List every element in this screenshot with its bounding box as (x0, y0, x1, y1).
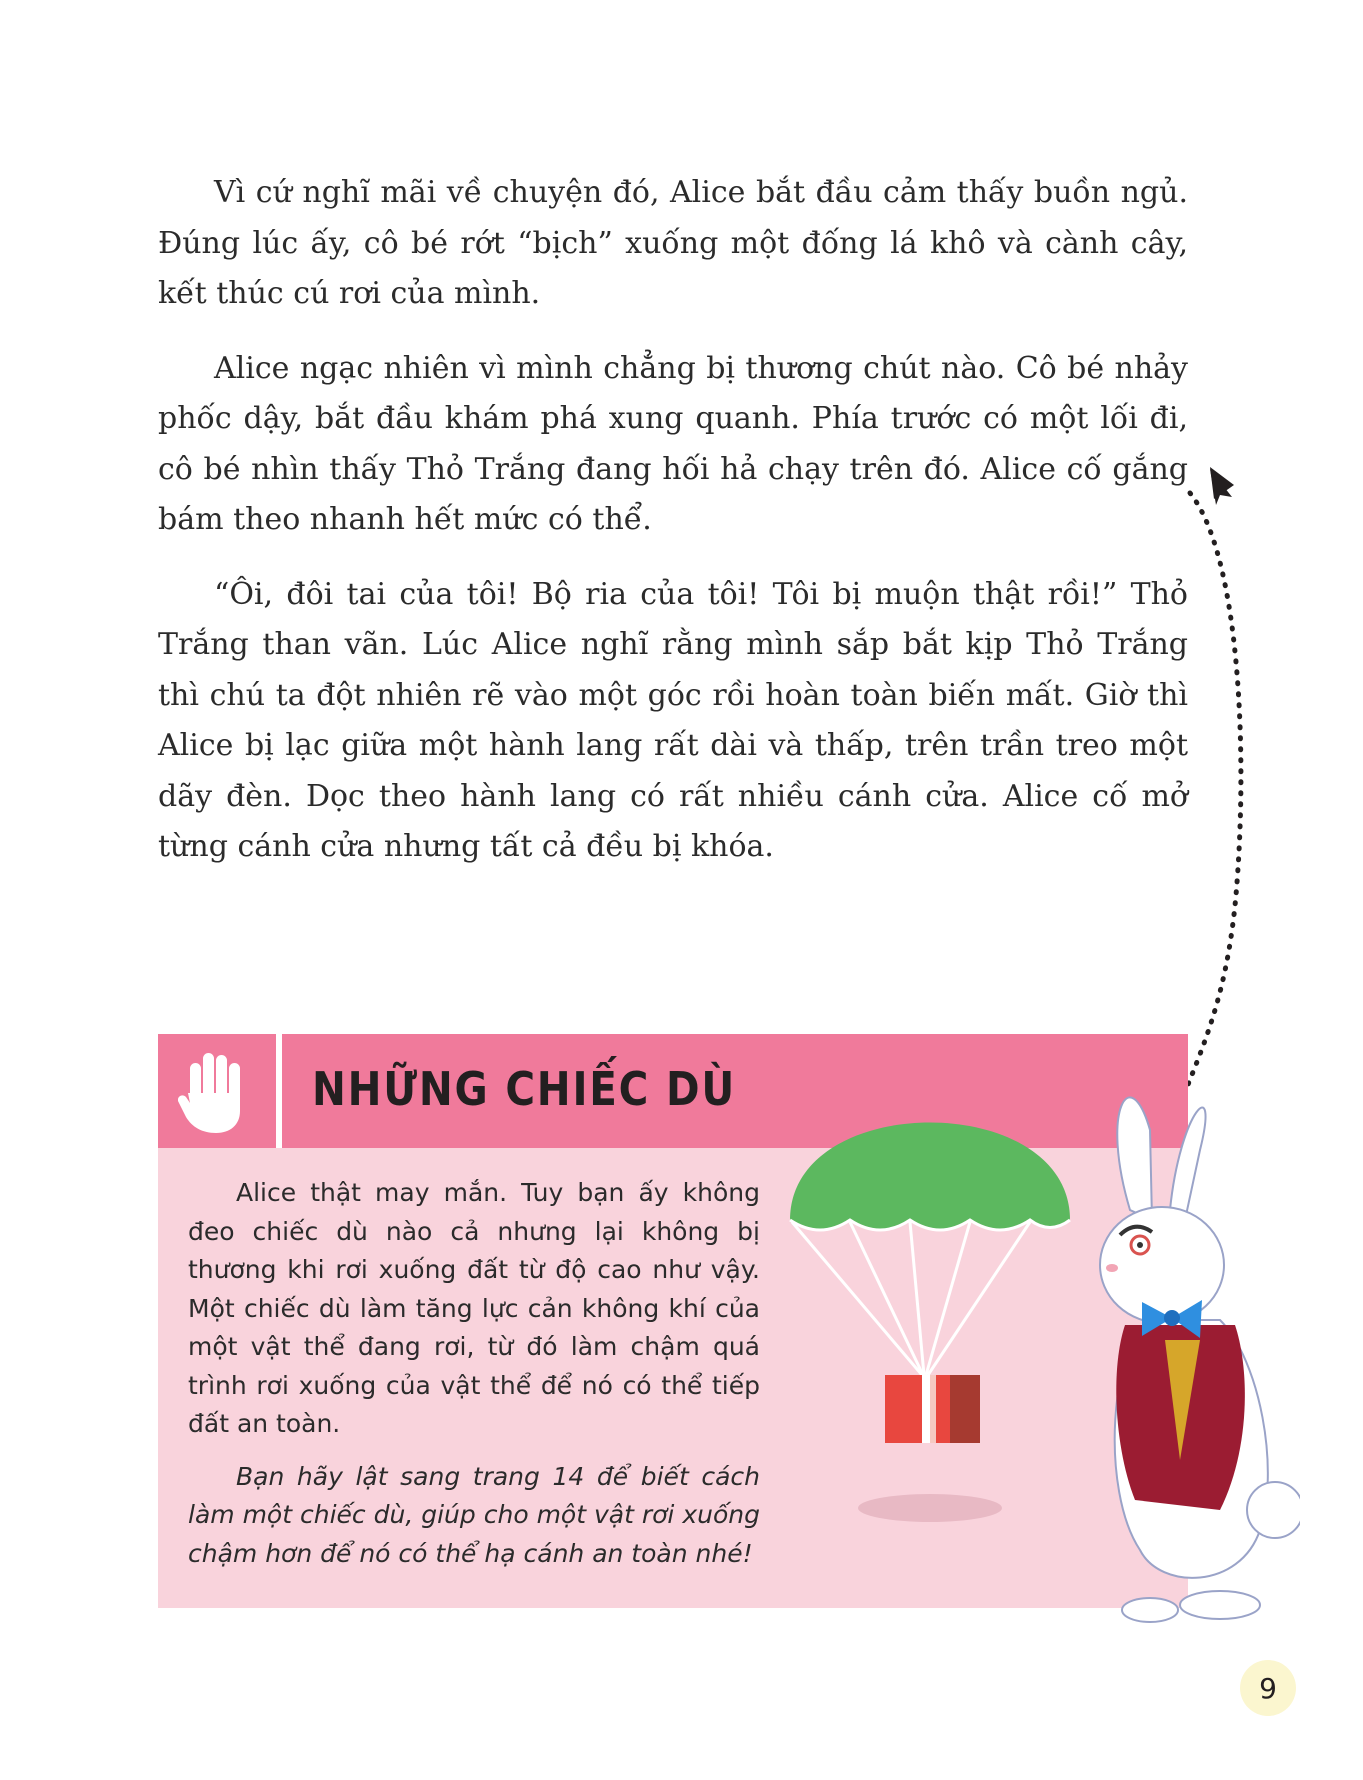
panel-body (188, 1174, 760, 1587)
hand-icon (158, 1034, 272, 1148)
white-rabbit-icon (1100, 1097, 1300, 1622)
panel-note: Bạn hãy lật sang trang 14 để biết cách làm một chiếc dù, giúp cho một vật rơi xuống chậm hơn để nó có thể hạ cánh an toàn nhé! (188, 1461, 760, 1568)
panel-paragraph: Alice thật may mắn. Tuy bạn ấy không đeo chiếc dù nào cả nhưng lại không bị thương khi rơi xuống đất từ độ cao như vậy. Một chiếc dù làm tăng lực cản không khí của một vật thể đang rơi, từ đó làm chậm quá trình rơi xuống của vật thể để nó có thể tiếp đất an toàn. (188, 1178, 760, 1438)
panel-title: NHỮNG CHIẾC DÙ (312, 1062, 736, 1116)
story-text (158, 168, 1188, 897)
illustration (780, 1070, 1300, 1670)
story-paragraph-3: “Ôi, đôi tai của tôi! Bộ ria của tôi! Tôi bị muộn thật rồi!” Thỏ Trắng than vãn. Lúc Alice nghĩ rằng mình sắp bắt kịp Thỏ Trắng thì chú ta đột nhiên rẽ vào một góc rồi hoàn toàn biến mất. Giờ thì Alice bị lạc giữa một hành lang rất dài và thấp, trên trần treo một dãy đèn. Dọc theo hành lang có rất nhiều cánh cửa. Alice cố mở từng cánh cửa nhưng tất cả đều bị khóa. (158, 576, 1188, 864)
dotted-arrow-icon (1170, 455, 1250, 1095)
parachute-icon (790, 1123, 1070, 1376)
story-paragraph-2: Alice ngạc nhiên vì mình chẳng bị thương chút nào. Cô bé nhảy phốc dậy, bắt đầu khám phá xung quanh. Phía trước có một lối đi, cô bé nhìn thấy Thỏ Trắng đang hối hả chạy trên đó. Alice cố gắng bám theo nhanh hết mức có thể. (158, 350, 1188, 537)
header-divider (276, 1034, 282, 1148)
package-icon (885, 1375, 980, 1443)
page-number: 9 (1240, 1660, 1296, 1716)
story-paragraph-1: Vì cứ nghĩ mãi về chuyện đó, Alice bắt đầu cảm thấy buồn ngủ. Đúng lúc ấy, cô bé rớt “bịch” xuống một đống lá khô và cành cây, kết thúc cú rơi của mình. (158, 175, 1188, 311)
